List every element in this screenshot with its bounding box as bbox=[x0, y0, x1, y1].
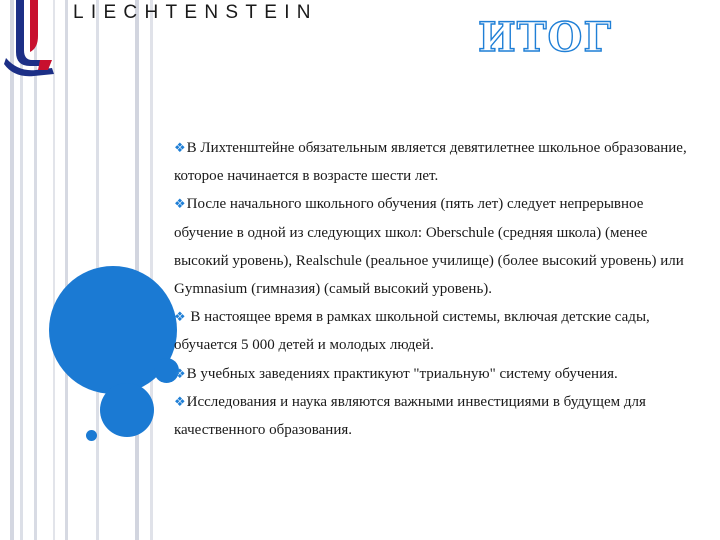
diamond-bullet-icon: ❖ bbox=[174, 196, 186, 212]
decorative-circle bbox=[100, 383, 154, 437]
content-body bbox=[174, 134, 694, 444]
diamond-bullet-icon: ❖ bbox=[174, 309, 186, 325]
diamond-bullet-icon: ❖ bbox=[174, 365, 186, 381]
diamond-bullet-icon: ❖ bbox=[174, 393, 186, 409]
bullet-paragraph bbox=[174, 360, 694, 388]
paragraph-text: В учебных заведениях практикуют "триальную" систему обучения. bbox=[186, 365, 618, 382]
bullet-paragraph bbox=[174, 190, 694, 303]
stripe bbox=[65, 0, 68, 540]
decorative-circle bbox=[86, 430, 97, 441]
liechtenstein-logo-icon bbox=[0, 0, 60, 82]
bullet-paragraph bbox=[174, 134, 694, 190]
paragraph-text: В Лихтенштейне обязательным является девятилетнее школьное образование, которое начинается в возрасте шести лет. bbox=[174, 140, 687, 185]
brand-name: LIECHTENSTEIN bbox=[73, 2, 318, 23]
stripe bbox=[150, 0, 153, 540]
page-title: ИТОГ bbox=[478, 14, 613, 61]
paragraph-text: Исследования и наука являются важными инвестициями в будущем для качественного образования. bbox=[174, 393, 646, 439]
bullet-paragraph bbox=[174, 303, 694, 359]
paragraph-text: После начального школьного обучения (пять лет) следует непрерывное обучение в одной из следующих школ: Oberschule (средняя школа) (менее высокий уровень), Realschule (реальное училище) (более высокий уровень) или Gymnasium (гимназия) (самый высокий уровень). bbox=[174, 196, 684, 298]
bullet-paragraph bbox=[174, 388, 694, 444]
paragraph-text: В настоящее время в рамках школьной системы, включая детские сады, обучается 5 000 детей и молодых людей. bbox=[174, 309, 650, 354]
diamond-bullet-icon: ❖ bbox=[174, 140, 186, 155]
